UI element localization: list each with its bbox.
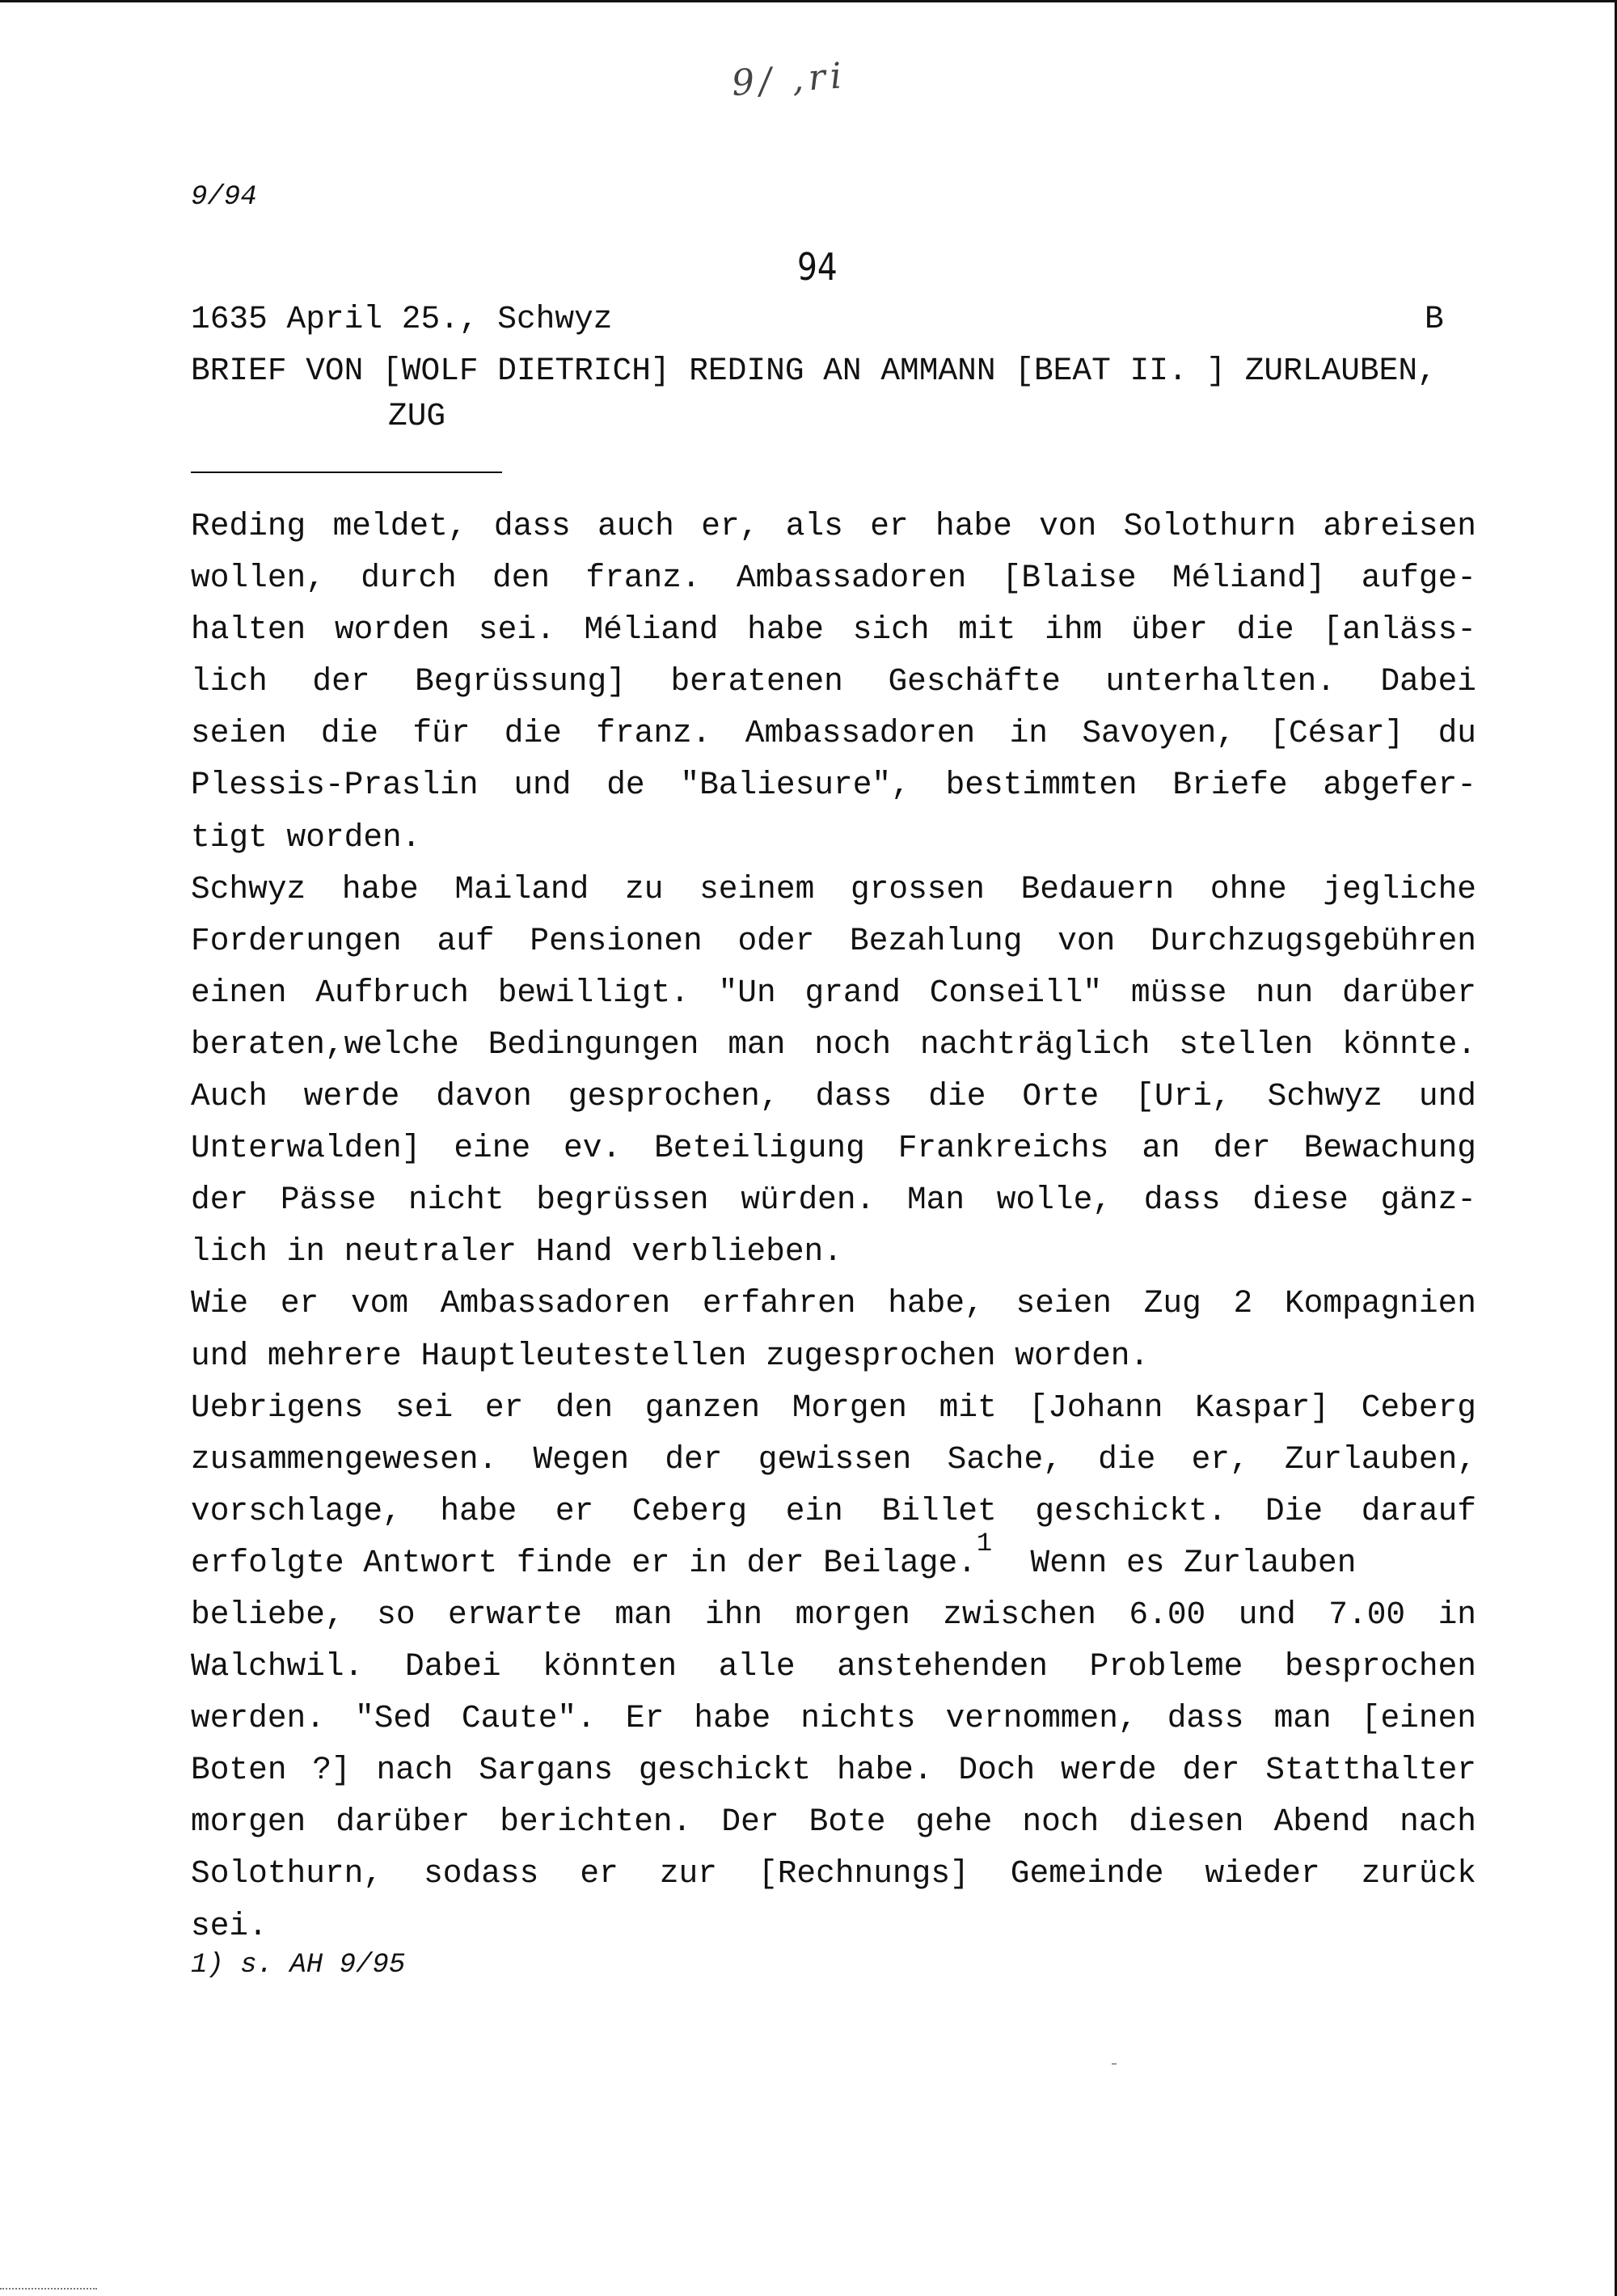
- body-line: Forderungen auf Pensionen oder Bezahlung von Durchzugsgebühren: [191, 922, 1476, 959]
- body-line: sei.: [191, 1907, 268, 1944]
- body-line: lich in neutraler Hand verblieben.: [191, 1233, 842, 1271]
- date-place: 1635 April 25., Schwyz: [191, 301, 613, 337]
- body-line: Schwyz habe Mailand zu seinem grossen Bedauern ohne jegliche: [191, 870, 1476, 907]
- body-line: Walchwil. Dabei könnten alle anstehenden Probleme besprochen: [191, 1648, 1476, 1685]
- body-line: Wie er vom Ambassadoren erfahren habe, seien Zug 2 Kompagnien: [191, 1285, 1476, 1322]
- body-line: Auch werde davon gesprochen, dass die Orte [Uri, Schwyz und: [191, 1078, 1476, 1115]
- scan-edge-dots: [0, 2288, 97, 2290]
- body-line: und mehrere Hauptleutestellen zugesprochen worden.: [191, 1337, 1150, 1374]
- body-line: seien die für die franz. Ambassadoren in Savoyen, [César] du: [191, 715, 1476, 752]
- body-line-text: Wenn es Zurlauben: [1030, 1544, 1357, 1581]
- letter-title-continued: ZUG: [388, 398, 446, 434]
- body-line: Unterwalden] eine ev. Beteiligung Frankreichs an der Bewachung: [191, 1130, 1476, 1167]
- body-line: Boten ?] nach Sargans geschickt habe. Doch werde der Statthalter: [191, 1752, 1476, 1789]
- body-line: Uebrigens sei er den ganzen Morgen mit [Johann Kaspar] Ceberg: [191, 1389, 1476, 1426]
- body-line: Plessis-Praslin und de "Baliesure", bestimmten Briefe abgefer-: [191, 767, 1476, 804]
- document-reference: 9/94: [191, 182, 257, 213]
- type-marker: B: [1425, 301, 1444, 337]
- body-line: [191, 1528, 1476, 1589]
- body-line-text: erfolgte Antwort finde er in der Beilage.: [191, 1544, 977, 1581]
- body-line: Reding meldet, dass auch er, als er habe von Solothurn abreisen: [191, 508, 1476, 544]
- body-line: vorschlage, habe er Ceberg ein Billet geschickt. Die darauf: [191, 1492, 1476, 1529]
- body-line: morgen darüber berichten. Der Bote gehe noch diesen Abend nach: [191, 1803, 1476, 1841]
- scan-mark: [1112, 2063, 1117, 2065]
- footnote-marker: 1: [976, 1528, 993, 1558]
- body-line: beliebe, so erwarte man ihn morgen zwischen 6.00 und 7.00 in: [191, 1596, 1476, 1633]
- separator-rule: [191, 471, 502, 473]
- footnote: 1) s. AH 9/95: [191, 1950, 406, 1981]
- body-line: lich der Begrüssung] beratenen Geschäfte unterhalten. Dabei: [191, 663, 1476, 700]
- letter-title: BRIEF VON [WOLF DIETRICH] REDING AN AMMANN [BEAT II. ] ZURLAUBEN,: [191, 353, 1437, 389]
- body-line: halten worden sei. Méliand habe sich mit ihm über die [anläss-: [191, 611, 1476, 649]
- letter-summary: [191, 501, 1476, 1952]
- body-line: wollen, durch den franz. Ambassadoren [Blaise Méliand] aufge-: [191, 560, 1476, 597]
- body-line: einen Aufbruch bewilligt. "Un grand Conseill" müsse nun darüber: [191, 974, 1476, 1011]
- handwritten-note: 9/ ,ri: [730, 55, 848, 104]
- body-line: tigt worden.: [191, 818, 421, 856]
- body-line: Solothurn, sodass er zur [Rechnungs] Gemeinde wieder zurück: [191, 1855, 1476, 1892]
- body-line: beraten,welche Bedingungen man noch nachträglich stellen könnte.: [191, 1025, 1476, 1063]
- body-line: werden. "Sed Caute". Er habe nichts vernommen, dass man [einen: [191, 1700, 1476, 1737]
- body-line: zusammengewesen. Wegen der gewissen Sache, die er, Zurlauben,: [191, 1440, 1476, 1478]
- page-number: 94: [797, 245, 838, 289]
- body-line: der Pässe nicht begrüssen würden. Man wolle, dass diese gänz-: [191, 1182, 1476, 1219]
